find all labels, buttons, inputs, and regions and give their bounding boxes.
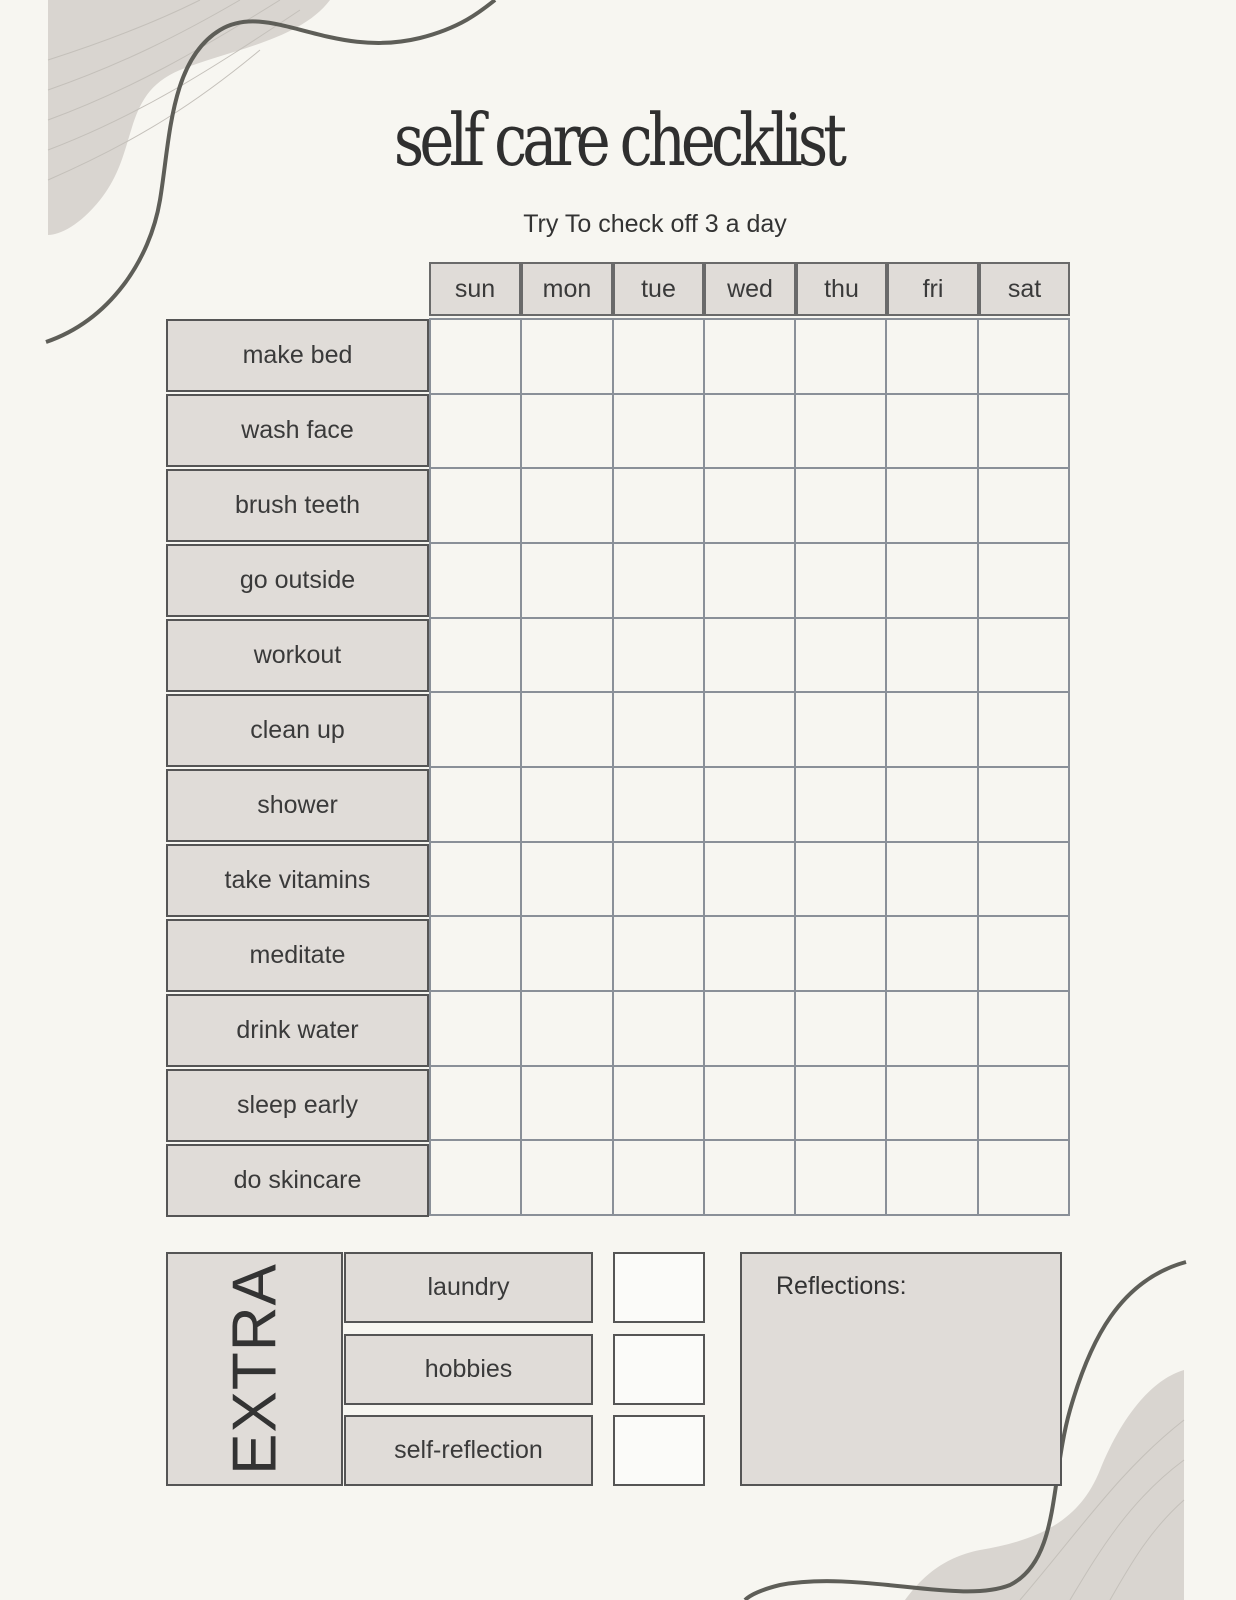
task-take-vitamins: take vitamins	[166, 844, 429, 917]
check-cell[interactable]	[886, 543, 977, 618]
check-cell[interactable]	[795, 1140, 886, 1215]
check-cell[interactable]	[795, 319, 886, 394]
task-brush-teeth: brush teeth	[166, 469, 429, 542]
check-cell[interactable]	[521, 991, 612, 1066]
check-cell[interactable]	[886, 916, 977, 991]
subtitle: Try To check off 3 a day	[523, 210, 787, 238]
task-meditate: meditate	[166, 919, 429, 992]
day-header-fri: fri	[887, 262, 979, 316]
check-cell[interactable]	[886, 319, 977, 394]
task-do-skincare: do skincare	[166, 1144, 429, 1217]
check-cell[interactable]	[978, 319, 1069, 394]
check-cell[interactable]	[704, 991, 795, 1066]
check-cell[interactable]	[613, 842, 704, 917]
day-header-sun: sun	[429, 262, 521, 316]
day-header-thu: thu	[796, 262, 887, 316]
check-cell[interactable]	[521, 394, 612, 469]
task-sleep-early: sleep early	[166, 1069, 429, 1142]
check-cell[interactable]	[795, 543, 886, 618]
check-cell[interactable]	[521, 1066, 612, 1141]
task-make-bed: make bed	[166, 319, 429, 392]
extra-checkbox-laundry[interactable]	[613, 1252, 705, 1323]
task-drink-water: drink water	[166, 994, 429, 1067]
check-cell[interactable]	[521, 468, 612, 543]
check-cell[interactable]	[613, 618, 704, 693]
check-cell[interactable]	[430, 543, 521, 618]
check-cell[interactable]	[704, 692, 795, 767]
day-header-mon: mon	[521, 262, 613, 316]
extra-item-laundry: laundry	[344, 1252, 593, 1323]
check-cell[interactable]	[978, 916, 1069, 991]
check-cell[interactable]	[613, 916, 704, 991]
check-cell[interactable]	[521, 618, 612, 693]
check-cell[interactable]	[613, 543, 704, 618]
check-cell[interactable]	[886, 394, 977, 469]
check-cell[interactable]	[430, 767, 521, 842]
extra-section	[166, 1252, 343, 1486]
check-cell[interactable]	[704, 319, 795, 394]
check-cell[interactable]	[430, 1140, 521, 1215]
check-cell[interactable]	[886, 692, 977, 767]
check-cell[interactable]	[521, 692, 612, 767]
extra-checkbox-self-reflection[interactable]	[613, 1415, 705, 1486]
check-cell[interactable]	[795, 1066, 886, 1141]
check-cell[interactable]	[613, 319, 704, 394]
check-cell[interactable]	[430, 842, 521, 917]
check-cell[interactable]	[978, 468, 1069, 543]
check-cell[interactable]	[795, 916, 886, 991]
check-cell[interactable]	[978, 618, 1069, 693]
extra-label: EXTRA	[220, 1263, 289, 1475]
check-cell[interactable]	[704, 468, 795, 543]
check-cell[interactable]	[886, 1140, 977, 1215]
check-cell[interactable]	[978, 543, 1069, 618]
check-cell[interactable]	[430, 468, 521, 543]
check-cell[interactable]	[430, 991, 521, 1066]
check-cell[interactable]	[978, 1066, 1069, 1141]
extra-checkbox-hobbies[interactable]	[613, 1334, 705, 1405]
day-header-tue: tue	[613, 262, 704, 316]
task-go-outside: go outside	[166, 544, 429, 617]
check-cell[interactable]	[613, 692, 704, 767]
checklist-grid	[429, 318, 1070, 1216]
check-cell[interactable]	[978, 991, 1069, 1066]
check-cell[interactable]	[430, 1066, 521, 1141]
check-cell[interactable]	[704, 842, 795, 917]
extra-item-hobbies: hobbies	[344, 1334, 593, 1405]
check-cell[interactable]	[521, 842, 612, 917]
check-cell[interactable]	[978, 842, 1069, 917]
check-cell[interactable]	[886, 767, 977, 842]
check-cell[interactable]	[613, 394, 704, 469]
check-cell[interactable]	[613, 991, 704, 1066]
check-cell[interactable]	[795, 468, 886, 543]
task-workout: workout	[166, 619, 429, 692]
check-cell[interactable]	[613, 468, 704, 543]
check-cell[interactable]	[978, 1140, 1069, 1215]
check-cell[interactable]	[704, 1066, 795, 1141]
check-cell[interactable]	[430, 618, 521, 693]
task-wash-face: wash face	[166, 394, 429, 467]
check-cell[interactable]	[521, 543, 612, 618]
check-cell[interactable]	[704, 916, 795, 991]
check-cell[interactable]	[795, 991, 886, 1066]
check-cell[interactable]	[886, 618, 977, 693]
day-header-wed: wed	[704, 262, 796, 316]
check-cell[interactable]	[978, 394, 1069, 469]
check-cell[interactable]	[704, 543, 795, 618]
check-cell[interactable]	[978, 767, 1069, 842]
page-title: self care checklist	[393, 98, 843, 182]
check-cell[interactable]	[704, 394, 795, 469]
check-cell[interactable]	[978, 692, 1069, 767]
task-clean-up: clean up	[166, 694, 429, 767]
check-cell[interactable]	[613, 1140, 704, 1215]
check-cell[interactable]	[704, 618, 795, 693]
check-cell[interactable]	[430, 916, 521, 991]
check-cell[interactable]	[521, 916, 612, 991]
check-cell[interactable]	[430, 692, 521, 767]
reflections-box[interactable]	[740, 1252, 1062, 1486]
check-cell[interactable]	[886, 842, 977, 917]
task-shower: shower	[166, 769, 429, 842]
check-cell[interactable]	[521, 767, 612, 842]
check-cell[interactable]	[795, 767, 886, 842]
check-cell[interactable]	[886, 991, 977, 1066]
extra-item-self-reflection: self-reflection	[344, 1415, 593, 1486]
check-cell[interactable]	[521, 1140, 612, 1215]
check-cell[interactable]	[430, 319, 521, 394]
check-cell[interactable]	[613, 1066, 704, 1141]
check-cell[interactable]	[704, 767, 795, 842]
day-header-sat: sat	[979, 262, 1070, 316]
check-cell[interactable]	[795, 692, 886, 767]
check-cell[interactable]	[795, 618, 886, 693]
check-cell[interactable]	[521, 319, 612, 394]
check-cell[interactable]	[795, 842, 886, 917]
check-cell[interactable]	[886, 1066, 977, 1141]
check-cell[interactable]	[795, 394, 886, 469]
check-cell[interactable]	[613, 767, 704, 842]
check-cell[interactable]	[886, 468, 977, 543]
check-cell[interactable]	[430, 394, 521, 469]
reflections-label: Reflections:	[776, 1272, 907, 1300]
check-cell[interactable]	[704, 1140, 795, 1215]
